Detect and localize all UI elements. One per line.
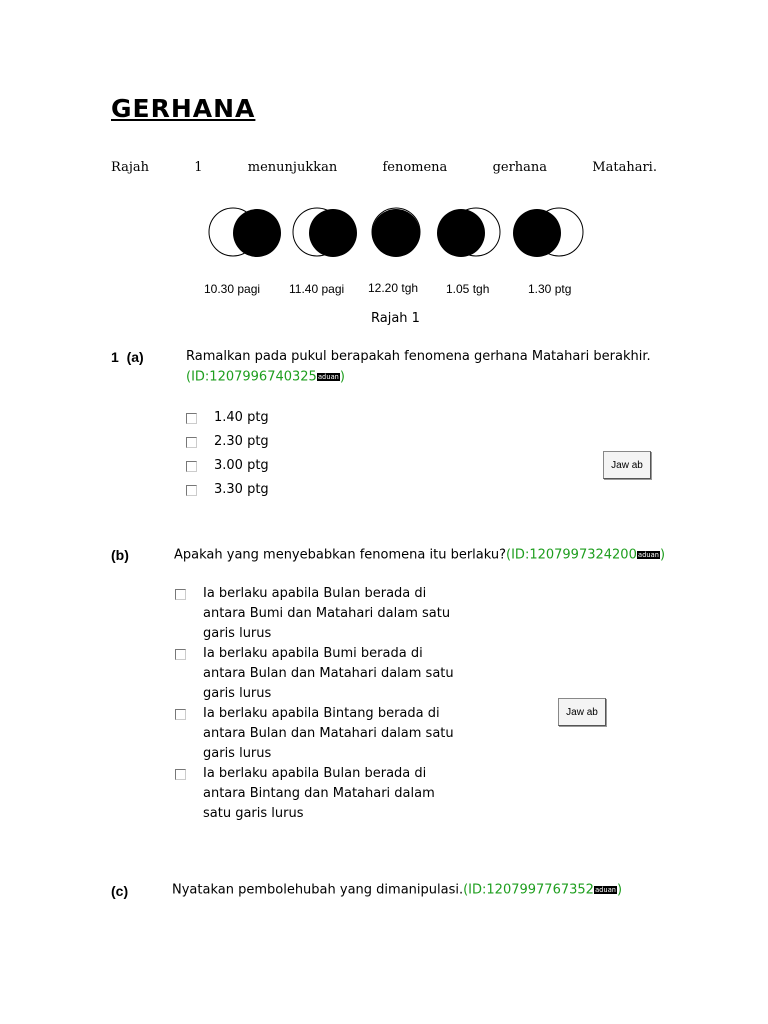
eclipse-phase-5 [513, 200, 600, 270]
question-number: (c) [111, 883, 129, 899]
report-badge[interactable]: aduan [594, 886, 617, 894]
option-line: antara Bintang dan Matahari dalam [203, 786, 435, 801]
option-line: antara Bumi dan Matahari dalam satu [203, 606, 451, 621]
option-label: 3.00 ptg [214, 458, 269, 473]
question-a [186, 347, 656, 388]
option-checkbox[interactable] [175, 709, 186, 720]
answer-button[interactable]: Jaw ab [558, 698, 606, 726]
figure-caption: Rajah 1 [371, 311, 420, 326]
time-label: 1.05 tgh [446, 282, 490, 296]
option-label [203, 584, 450, 644]
intro-word: Rajah [111, 160, 149, 175]
option-label [203, 704, 454, 764]
question-number: 1 (a) [111, 349, 144, 365]
options-b [175, 584, 454, 824]
time-label: 12.20 tgh [368, 281, 419, 295]
time-label: 11.40 pagi [289, 282, 345, 296]
intro-word: gerhana [492, 160, 548, 175]
time-label: 10.30 pagi [204, 282, 261, 296]
eclipse-figure [200, 200, 600, 270]
option-item[interactable] [175, 764, 454, 824]
option-checkbox[interactable] [175, 589, 186, 600]
intro-word: Matahari. [592, 160, 657, 175]
question-id-close: ) [659, 547, 666, 563]
option-line: Ia berlaku apabila Bintang berada di [203, 706, 440, 721]
question-text: Nyatakan pembolehubah yang dimanipulasi. [172, 882, 464, 898]
option-line: garis lurus [203, 746, 272, 761]
option-item[interactable] [186, 408, 269, 428]
option-item[interactable] [175, 704, 454, 764]
report-badge[interactable]: aduan [637, 551, 659, 559]
option-checkbox[interactable] [186, 437, 197, 448]
option-line: satu garis lurus [203, 806, 304, 821]
option-line: antara Bulan dan Matahari dalam satu [203, 726, 454, 741]
answer-button[interactable]: Jaw ab [603, 451, 651, 479]
option-line: Ia berlaku apabila Bumi berada di [203, 646, 423, 661]
intro-word: fenomena [382, 160, 448, 175]
eclipse-phase-1 [209, 208, 281, 257]
options-a [186, 408, 269, 500]
eclipse-phase-2 [293, 208, 357, 257]
option-label [203, 764, 435, 824]
option-label [203, 644, 454, 704]
question-id: (ID:1207997767352 [463, 882, 594, 898]
option-label: 2.30 ptg [214, 434, 269, 449]
report-badge[interactable]: aduan [317, 373, 339, 381]
option-line: garis lurus [203, 686, 272, 701]
option-checkbox[interactable] [175, 769, 186, 780]
option-item[interactable] [175, 584, 454, 644]
option-item[interactable] [186, 456, 269, 476]
option-line: garis lurus [203, 626, 272, 641]
question-id: (ID:1207997324200 [506, 547, 637, 563]
option-line: antara Bulan dan Matahari dalam satu [203, 666, 454, 681]
time-label: 1.30 ptg [528, 282, 572, 296]
option-line: Ia berlaku apabila Bulan berada di [203, 586, 427, 601]
intro-sentence [111, 160, 657, 175]
intro-word: menunjukkan [247, 160, 338, 175]
question-id-close: ) [617, 882, 623, 898]
option-item[interactable] [186, 432, 269, 452]
eclipse-phase-4 [437, 208, 500, 257]
option-checkbox[interactable] [186, 461, 197, 472]
intro-word: 1 [194, 160, 203, 175]
page-title: GERHANA [111, 94, 256, 123]
question-number: (b) [111, 547, 129, 563]
question-id-close: ) [339, 369, 345, 385]
question-text: Apakah yang menyebabkan fenomena itu berlaku? [174, 547, 507, 563]
question-id: (ID:1207996740325 [186, 369, 317, 385]
question-b [174, 545, 666, 566]
option-label: 3.30 ptg [214, 482, 269, 497]
option-checkbox[interactable] [175, 649, 186, 660]
option-line: Ia berlaku apabila Bulan berada di [203, 766, 427, 781]
option-label: 1.40 ptg [214, 410, 269, 425]
option-checkbox[interactable] [186, 413, 197, 424]
option-checkbox[interactable] [186, 485, 197, 496]
question-text: Ramalkan pada pukul berapakah fenomena gerhana Matahari berakhir. [186, 349, 651, 364]
eclipse-phase-3 [372, 208, 420, 257]
question-c [172, 880, 652, 901]
option-item[interactable] [186, 480, 269, 500]
option-item[interactable] [175, 644, 454, 704]
